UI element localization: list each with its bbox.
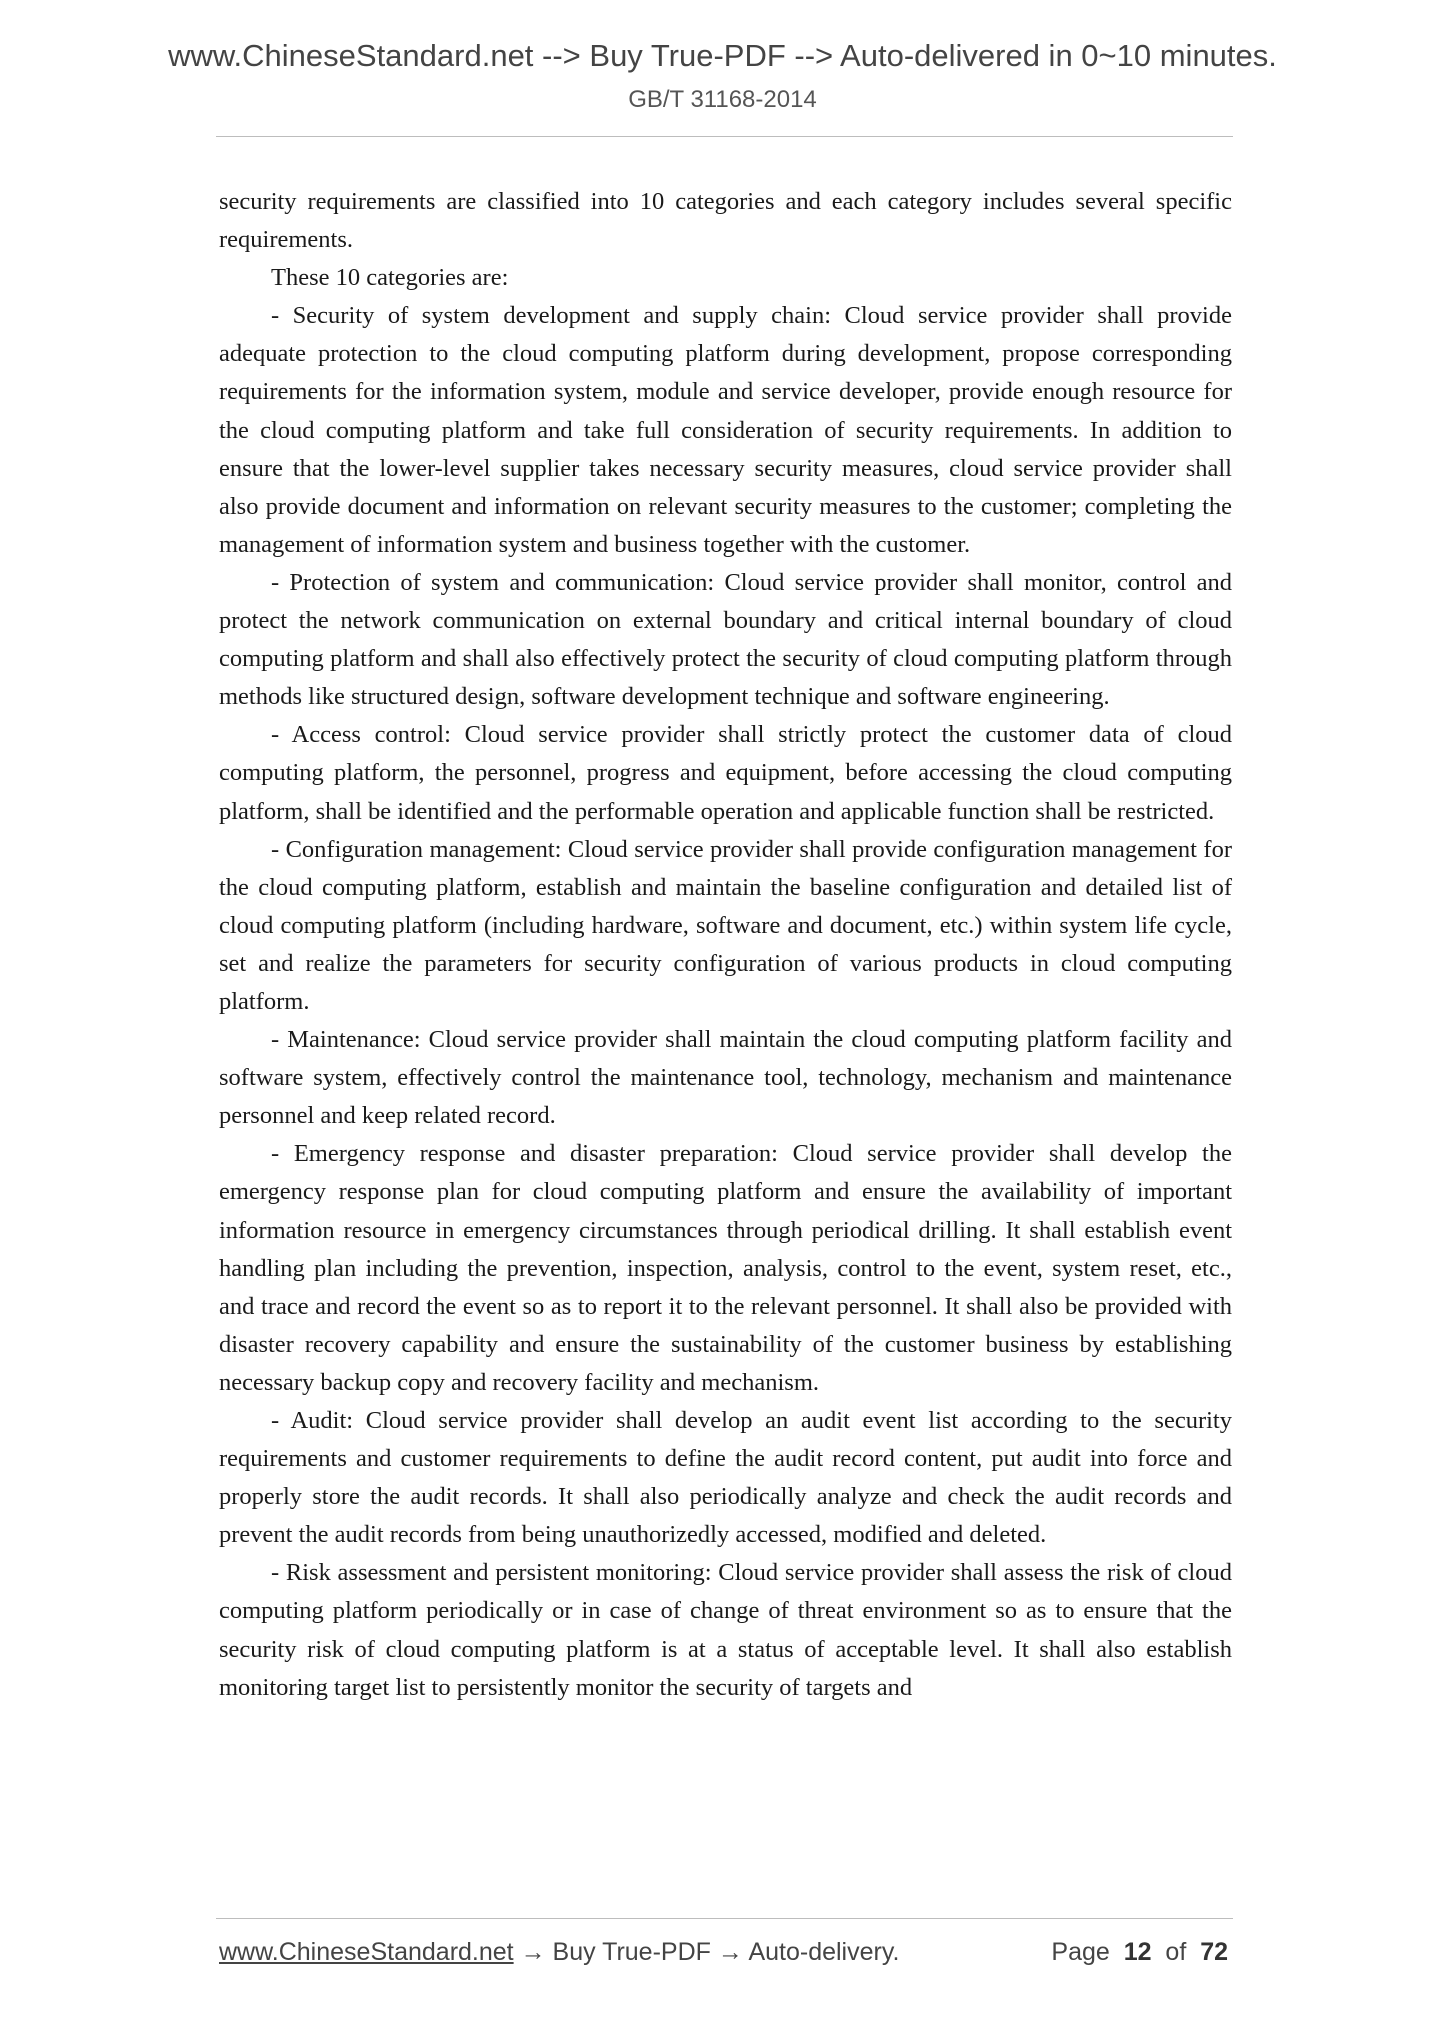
page-indicator [1051, 1938, 1228, 1967]
document-body [219, 183, 1232, 1707]
paragraph-emergency: - Emergency response and disaster preparation: Cloud service provider shall develop the emergency response plan for cloud computing platform and ensure the availability of important information resource in emergency circumstances through periodical drilling. It shall establish event handling plan including the prevention, inspection, analysis, control to the event, system reset, etc., and trace and record the event so as to report it to the relevant personnel. It shall also be provided with disaster recovery capability and ensure the sustainability of the customer business by establishing necessary backup copy and recovery facility and mechanism. [219, 1140, 1232, 1396]
paragraph-access-control: - Access control: Cloud service provider shall strictly protect the customer data of cloud computing platform, the personnel, progress and equipment, before accessing the cloud computing platform, shall be identified and the performable operation and applicable function shall be restricted. [219, 721, 1232, 825]
arrow-icon: → [520, 1938, 546, 1966]
arrow-icon: → [717, 1938, 743, 1966]
footer-promo [219, 1938, 899, 1967]
page-label: Page [1051, 1938, 1110, 1966]
paragraph-risk: - Risk assessment and persistent monitoring: Cloud service provider shall assess the risk of cloud computing platform periodically or in case of change of threat environment so as to ensure that the security risk of cloud computing platform is at a status of acceptable level. It shall also establish monitoring target list to persistently monitor the security of targets and [219, 1559, 1232, 1701]
paragraph-supply-chain: - Security of system development and supply chain: Cloud service provider shall provide adequate protection to the cloud computing platform during development, propose corresponding requirements for the information system, module and service developer, provide enough resource for the cloud computing platform and take full consideration of security requirements. In addition to ensure that the lower-level supplier takes necessary security measures, cloud service provider shall also provide document and information on relevant security measures to the customer; completing the management of information system and business together with the customer. [219, 302, 1232, 558]
delivery-text: Auto-delivery. [748, 1938, 900, 1966]
paragraph-categories-intro: These 10 categories are: [271, 264, 509, 292]
header-divider [216, 136, 1233, 137]
top-banner: www.ChineseStandard.net --> Buy True-PDF --> Auto-delivered in 0~10 minutes. [168, 38, 1277, 73]
paragraph-intro: security requirements are classified into 10 categories and each category includes several specific requirements. [219, 188, 1232, 254]
page-current: 12 [1123, 1938, 1152, 1966]
of-label: of [1165, 1938, 1187, 1966]
paragraph-configuration: - Configuration management: Cloud service provider shall provide configuration management for the cloud computing platform, establish and maintain the baseline configuration and detailed list of cloud computing platform (including hardware, software and document, etc.) within system life cycle, set and realize the parameters for security configuration of various products in cloud computing platform. [219, 835, 1232, 1015]
page-footer [219, 1938, 1232, 1978]
paragraph-audit: - Audit: Cloud service provider shall develop an audit event list according to the security requirements and customer requirements to define the audit record content, put audit into force and properly store the audit records. It shall also periodically analyze and check the audit records and prevent the audit records from being unauthorizedly accessed, modified and deleted. [219, 1407, 1232, 1549]
site-link[interactable]: www.ChineseStandard.net [219, 1938, 514, 1966]
page-total: 72 [1200, 1938, 1228, 1966]
paragraph-maintenance: - Maintenance: Cloud service provider shall maintain the cloud computing platform facility and software system, effectively control the maintenance tool, technology, mechanism and maintenance personnel and keep related record. [219, 1026, 1232, 1130]
standard-number: GB/T 31168-2014 [628, 86, 817, 113]
footer-divider [216, 1918, 1233, 1919]
paragraph-communication: - Protection of system and communication: Cloud service provider shall monitor, control and protect the network communication on external boundary and critical internal boundary of cloud computing platform and shall also effectively protect the security of cloud computing platform through methods like structured design, software development technique and software engineering. [219, 568, 1232, 711]
buy-text: Buy True-PDF [552, 1938, 711, 1966]
